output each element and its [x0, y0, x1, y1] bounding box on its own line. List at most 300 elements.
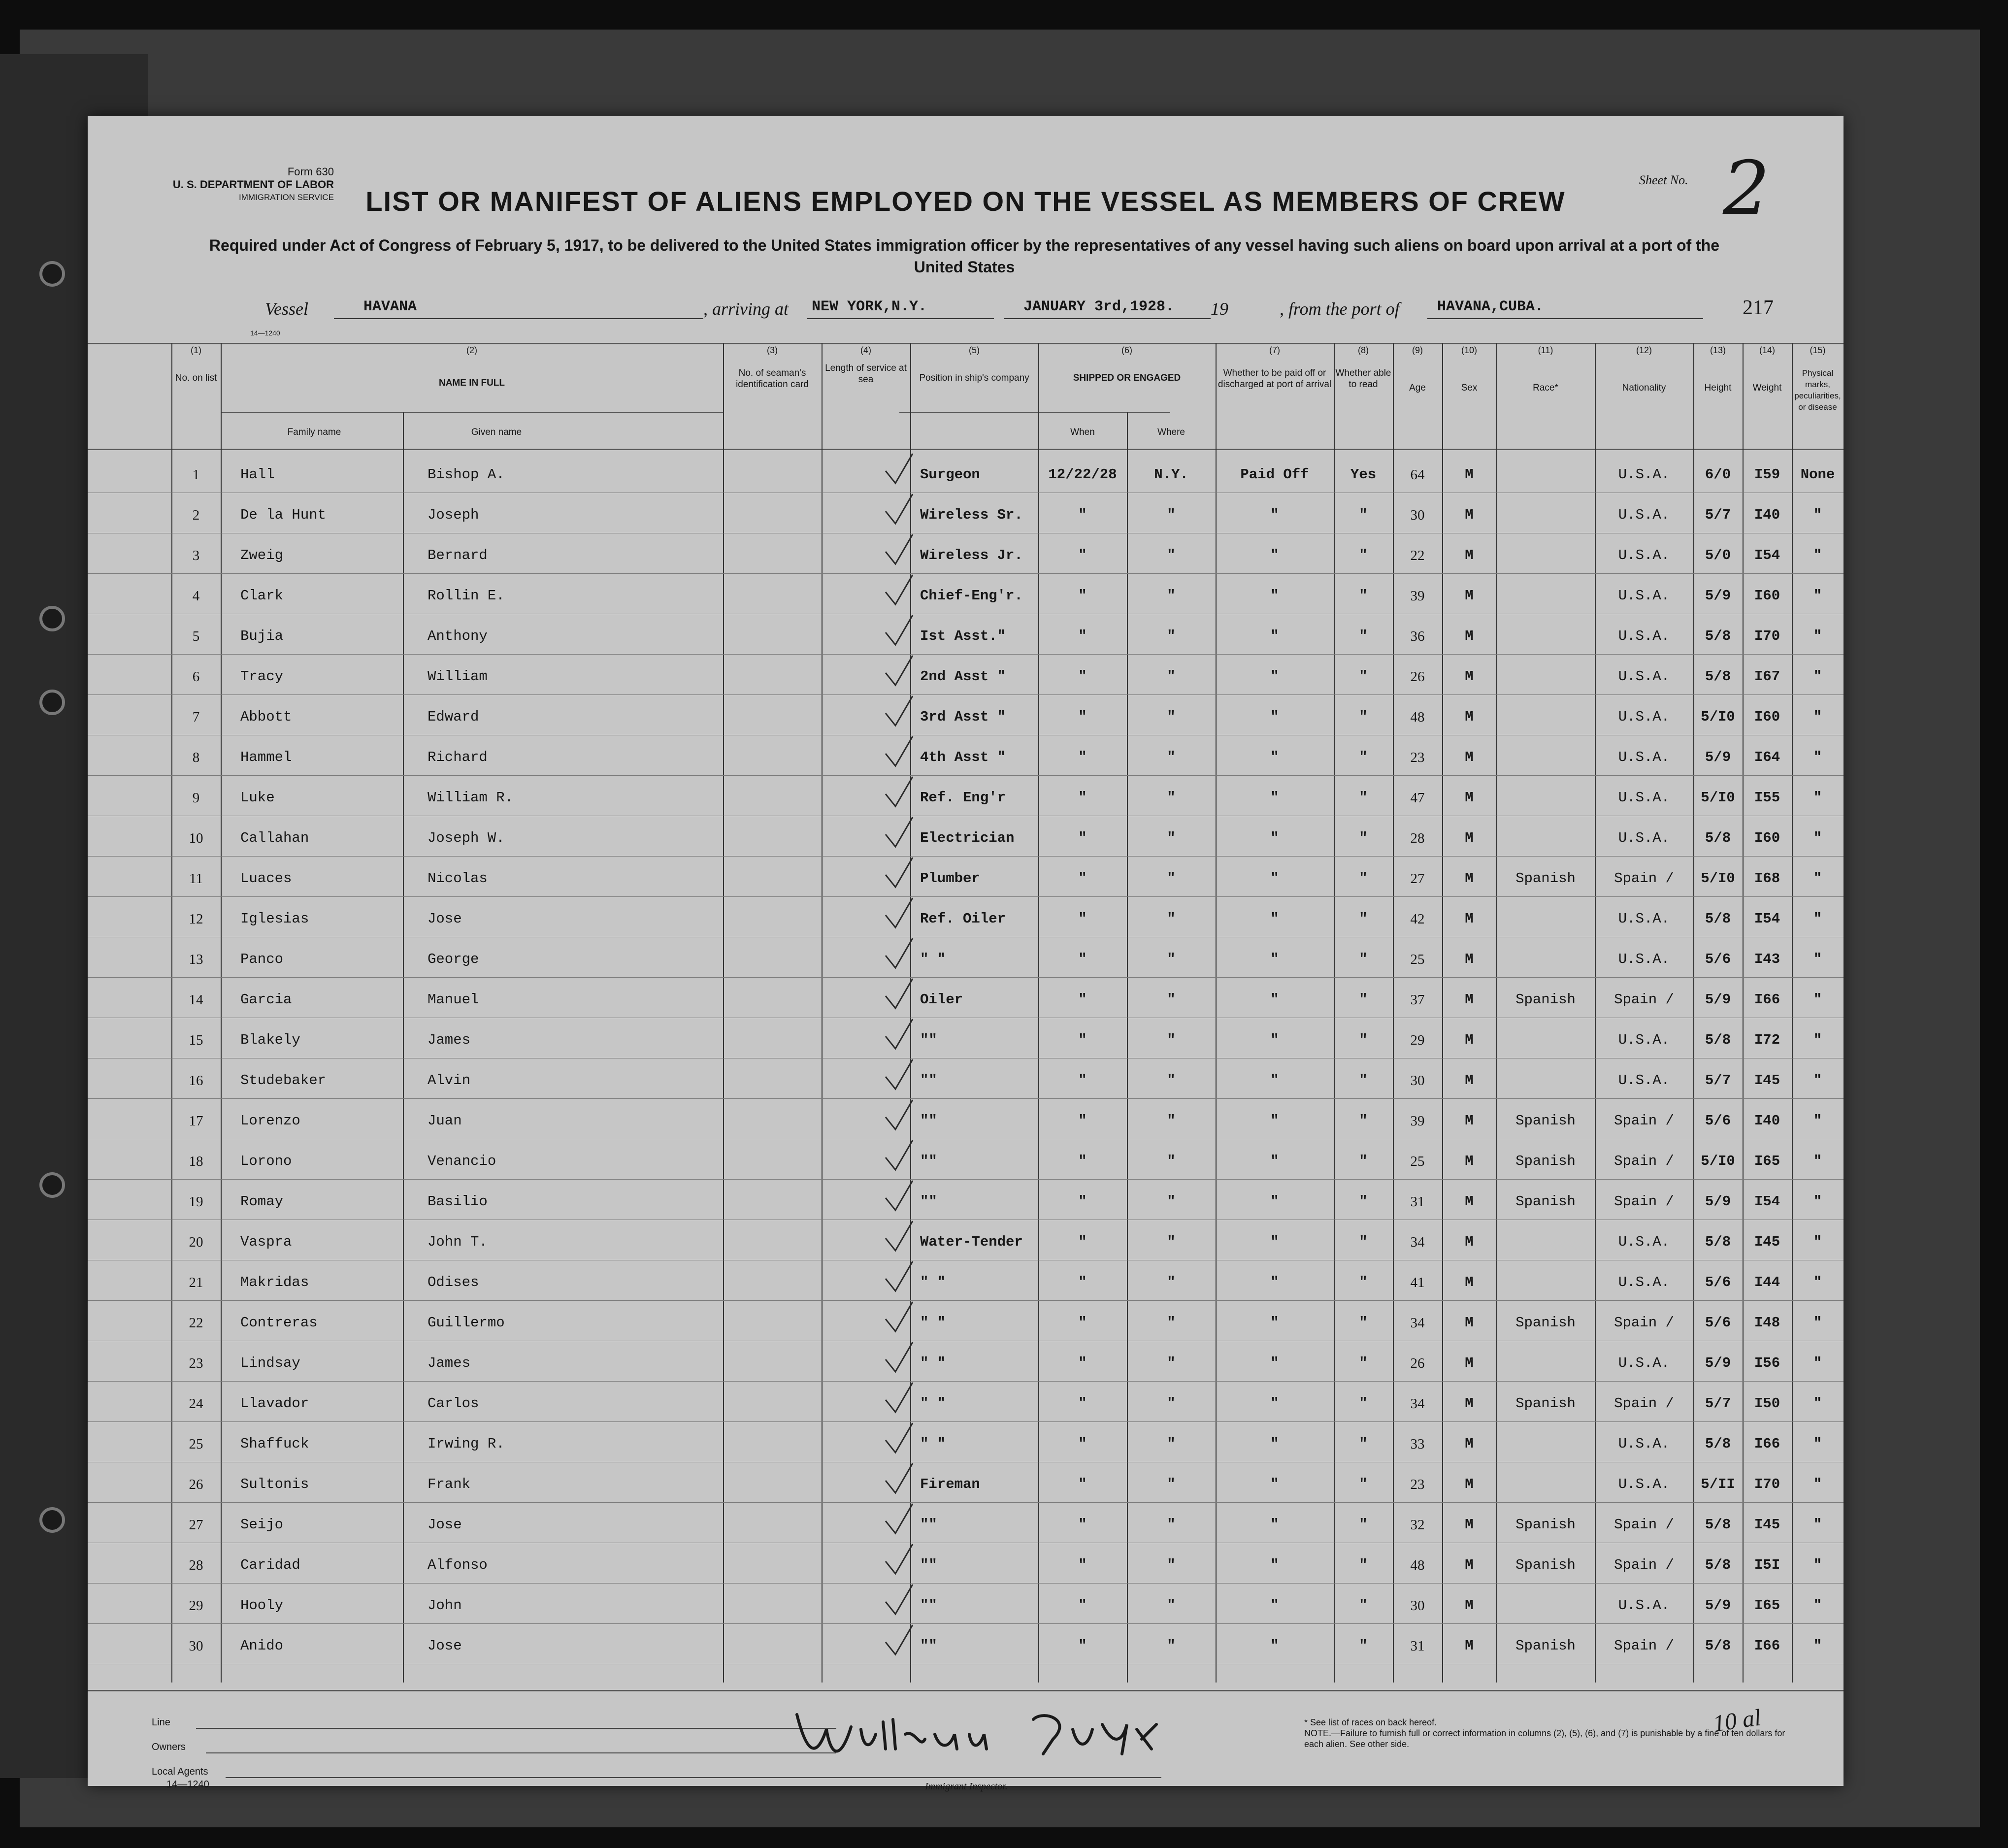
cell-when: "	[1078, 749, 1087, 765]
cell-no: 8	[192, 750, 200, 765]
cell-nationality: Spain /	[1614, 870, 1674, 887]
cell-where: "	[1167, 588, 1176, 604]
cell-given: Bishop A.	[428, 466, 505, 483]
cell-sex: M	[1465, 870, 1474, 887]
cell-family: Abbott	[240, 709, 292, 725]
cell-when: "	[1078, 1476, 1087, 1492]
cell-read: "	[1359, 951, 1368, 967]
cell-when: "	[1078, 507, 1087, 523]
cell-paid: "	[1270, 991, 1279, 1008]
colnum-8: (8)	[1358, 345, 1369, 355]
row-rule	[88, 1098, 1843, 1099]
cell-age: 31	[1410, 1194, 1425, 1210]
cell-paid: Paid Off	[1240, 466, 1309, 483]
cell-family: Anido	[240, 1638, 284, 1654]
cell-sex: M	[1465, 1638, 1474, 1654]
cell-read: Yes	[1350, 466, 1377, 483]
cell-where: "	[1167, 547, 1176, 563]
cell-sex: M	[1465, 547, 1474, 563]
cell-when: "	[1078, 668, 1087, 685]
cell-no: 17	[189, 1113, 203, 1129]
check-mark-icon	[883, 1582, 918, 1617]
cell-nationality: Spain /	[1614, 1315, 1674, 1331]
cell-paid: "	[1270, 1032, 1279, 1048]
cell-paid: "	[1270, 628, 1279, 644]
check-mark-icon	[883, 1138, 918, 1172]
cell-paid: "	[1270, 709, 1279, 725]
cell-marks: "	[1813, 1355, 1822, 1371]
cell-sex: M	[1465, 1355, 1474, 1371]
cell-marks: "	[1813, 749, 1822, 765]
cell-nationality: U.S.A.	[1618, 790, 1670, 806]
cell-paid: "	[1270, 1597, 1279, 1614]
row-rule	[88, 1179, 1843, 1180]
cell-height: 5/9	[1705, 1193, 1731, 1210]
check-mark-icon	[883, 1622, 918, 1657]
cell-where: "	[1167, 1113, 1176, 1129]
row-rule	[88, 694, 1843, 695]
cell-weight: I66	[1754, 1638, 1780, 1654]
cell-position: Ref. Oiler	[920, 911, 1006, 927]
owners-label: Owners	[152, 1742, 186, 1752]
row-rule	[88, 977, 1843, 978]
cell-paid: "	[1270, 1113, 1279, 1129]
cell-when: "	[1078, 1638, 1087, 1654]
cell-when: "	[1078, 991, 1087, 1008]
cell-no: 24	[189, 1396, 203, 1412]
cell-when: "	[1078, 1355, 1087, 1371]
row-rule	[88, 1583, 1843, 1584]
cell-sex: M	[1465, 1395, 1474, 1412]
cell-nationality: U.S.A.	[1618, 1072, 1670, 1089]
check-mark-icon	[883, 1420, 918, 1455]
cell-height: 5/8	[1705, 1436, 1731, 1452]
cell-weight: I44	[1754, 1274, 1780, 1290]
cell-no: 10	[189, 830, 203, 846]
cell-position: " "	[920, 1315, 946, 1331]
cell-family: Luke	[240, 790, 275, 806]
cell-paid: "	[1270, 1557, 1279, 1573]
check-mark-icon	[883, 815, 918, 849]
colnum-4: (4)	[860, 345, 871, 355]
cell-read: "	[1359, 668, 1368, 685]
cell-nationality: U.S.A.	[1618, 1355, 1670, 1371]
cell-sex: M	[1465, 1274, 1474, 1290]
cell-race: Spanish	[1515, 991, 1576, 1008]
cell-height: 6/0	[1705, 466, 1731, 483]
cell-age: 26	[1410, 669, 1425, 685]
hdr-physical: Physical marks, peculiarities, or disease	[1794, 368, 1841, 412]
cell-height: 5/0	[1705, 547, 1731, 563]
hdr-shipped: SHIPPED OR ENGAGED	[1073, 373, 1181, 383]
cell-sex: M	[1465, 790, 1474, 806]
cell-age: 34	[1410, 1396, 1425, 1412]
cell-age: 36	[1410, 628, 1425, 644]
check-mark-icon	[883, 855, 918, 890]
hdr-length-service: Length of service at sea	[825, 363, 907, 385]
cell-sex: M	[1465, 1597, 1474, 1614]
check-mark-icon	[883, 774, 918, 809]
cell-sex: M	[1465, 507, 1474, 523]
hdr-when: When	[1070, 427, 1095, 437]
cell-given: Nicolas	[428, 870, 488, 887]
cell-marks: "	[1813, 1315, 1822, 1331]
cell-weight: I40	[1754, 507, 1780, 523]
cell-given: Alvin	[428, 1072, 471, 1089]
hdr-height: Height	[1704, 383, 1732, 393]
cell-position: Wireless Jr.	[920, 547, 1023, 563]
hdr-paid-off: Whether to be paid off or discharged at port of arrival	[1218, 368, 1332, 390]
cell-read: "	[1359, 870, 1368, 887]
cell-age: 22	[1410, 548, 1425, 563]
cell-family: Luaces	[240, 870, 292, 887]
colnum-3: (3)	[767, 345, 778, 355]
cell-family: Clark	[240, 588, 284, 604]
cell-given: Carlos	[428, 1395, 479, 1412]
cell-read: "	[1359, 830, 1368, 846]
check-mark-icon	[883, 613, 918, 647]
cell-age: 48	[1410, 1557, 1425, 1573]
cell-position: Ref. Eng'r	[920, 790, 1006, 806]
column-rule	[822, 343, 823, 1683]
cell-age: 42	[1410, 911, 1425, 927]
column-rule	[221, 343, 222, 1683]
cell-nationality: U.S.A.	[1618, 749, 1670, 765]
cell-position: 4th Asst "	[920, 749, 1006, 765]
cell-weight: I65	[1754, 1153, 1780, 1169]
colnum-7: (7)	[1269, 345, 1280, 355]
hdr-family-name: Family name	[287, 427, 341, 437]
cell-no: 25	[189, 1436, 203, 1452]
cell-nationality: U.S.A.	[1618, 547, 1670, 563]
cell-where: "	[1167, 1315, 1176, 1331]
cell-no: 30	[189, 1638, 203, 1654]
binder-hole	[39, 261, 65, 287]
cell-read: "	[1359, 1274, 1368, 1290]
cell-no: 19	[189, 1194, 203, 1210]
cell-given: John T.	[428, 1234, 488, 1250]
cell-position: Fireman	[920, 1476, 980, 1492]
cell-when: "	[1078, 1113, 1087, 1129]
cell-weight: I45	[1754, 1234, 1780, 1250]
cell-where: N.Y.	[1154, 466, 1188, 483]
cell-given: Bernard	[428, 547, 488, 563]
cell-marks: "	[1813, 1274, 1822, 1290]
colnum-5: (5)	[969, 345, 980, 355]
cell-no: 22	[189, 1315, 203, 1331]
cell-family: Llavador	[240, 1395, 309, 1412]
cell-nationality: U.S.A.	[1618, 1274, 1670, 1290]
check-mark-icon	[883, 1057, 918, 1091]
cell-nationality: U.S.A.	[1618, 1476, 1670, 1492]
name-subheader-rule	[221, 412, 723, 413]
from-label: , from the port of	[1280, 299, 1400, 319]
cell-family: Hall	[240, 466, 275, 483]
hdr-able-read: Whether able to read	[1335, 368, 1391, 390]
cell-given: Venancio	[428, 1153, 496, 1169]
note-penalty: NOTE.—Failure to furnish full or correct information in columns (2), (5), (6), and (7) is punishable by a fine of ten dollars for each alien. See other side.	[1304, 1728, 1785, 1749]
cell-read: "	[1359, 1113, 1368, 1129]
inspector-label: Immigrant Inspector.	[925, 1781, 1008, 1792]
cell-marks: "	[1813, 870, 1822, 887]
cell-where: "	[1167, 709, 1176, 725]
cell-height: 5/9	[1705, 991, 1731, 1008]
cell-age: 25	[1410, 952, 1425, 967]
footer-top-rule	[88, 1690, 1843, 1691]
cell-given: Jose	[428, 1517, 462, 1533]
binder-hole	[39, 690, 65, 715]
cell-sex: M	[1465, 1153, 1474, 1169]
cell-weight: I60	[1754, 588, 1780, 604]
cell-position: Ist Asst."	[920, 628, 1006, 644]
cell-paid: "	[1270, 1234, 1279, 1250]
cell-when: "	[1078, 1032, 1087, 1048]
cell-no: 9	[192, 790, 200, 806]
cell-given: Anthony	[428, 628, 488, 644]
cell-position: Electrician	[920, 830, 1015, 846]
colnum-9: (9)	[1412, 345, 1423, 355]
footer-notes	[1304, 1717, 1787, 1749]
cell-marks: "	[1813, 1517, 1822, 1533]
cell-read: "	[1359, 1234, 1368, 1250]
cell-when: "	[1078, 709, 1087, 725]
cell-sex: M	[1465, 1557, 1474, 1573]
cell-sex: M	[1465, 466, 1474, 483]
hdr-race: Race*	[1533, 383, 1558, 393]
cell-nationality: U.S.A.	[1618, 1234, 1670, 1250]
cell-no: 20	[189, 1234, 203, 1250]
cell-read: "	[1359, 1597, 1368, 1614]
cell-nationality: U.S.A.	[1618, 709, 1670, 725]
cell-given: Guillermo	[428, 1315, 505, 1331]
cell-given: George	[428, 951, 479, 967]
cell-age: 34	[1410, 1315, 1425, 1331]
row-rule	[88, 1300, 1843, 1301]
cell-weight: I70	[1754, 628, 1780, 644]
cell-where: "	[1167, 991, 1176, 1008]
cell-when: "	[1078, 870, 1087, 887]
cell-where: "	[1167, 1597, 1176, 1614]
cell-position: Water-Tender	[920, 1234, 1023, 1250]
cell-family: Makridas	[240, 1274, 309, 1290]
check-mark-icon	[883, 1097, 918, 1132]
cell-age: 30	[1410, 1598, 1425, 1614]
row-rule	[88, 1502, 1843, 1503]
check-mark-icon	[883, 693, 918, 728]
cell-age: 32	[1410, 1517, 1425, 1533]
cell-read: "	[1359, 1517, 1368, 1533]
row-rule	[88, 573, 1843, 574]
cell-given: James	[428, 1032, 471, 1048]
cell-nationality: U.S.A.	[1618, 507, 1670, 523]
cell-read: "	[1359, 1032, 1368, 1048]
cell-where: "	[1167, 951, 1176, 967]
cell-no: 2	[192, 507, 200, 523]
cell-family: Vaspra	[240, 1234, 292, 1250]
cell-height: 5/9	[1705, 749, 1731, 765]
form-code-top: 14—1240	[250, 329, 280, 337]
cell-marks: "	[1813, 1476, 1822, 1492]
colnum-15: (15)	[1810, 345, 1826, 355]
cell-paid: "	[1270, 1476, 1279, 1492]
row-rule	[88, 775, 1843, 776]
cell-height: 5/8	[1705, 1234, 1731, 1250]
cell-where: "	[1167, 1032, 1176, 1048]
cell-paid: "	[1270, 1072, 1279, 1089]
cell-position: ""	[920, 1193, 937, 1210]
cell-age: 29	[1410, 1032, 1425, 1048]
cell-marks: "	[1813, 709, 1822, 725]
sheet-label: Sheet No.	[1639, 173, 1688, 187]
check-mark-icon	[883, 1380, 918, 1415]
cell-paid: "	[1270, 1193, 1279, 1210]
cell-family: Lorenzo	[240, 1113, 300, 1129]
cell-position: Oiler	[920, 991, 963, 1008]
cell-weight: I45	[1754, 1072, 1780, 1089]
hdr-name-in-full: NAME IN FULL	[438, 378, 505, 388]
cell-no: 26	[189, 1477, 203, 1492]
cell-nationality: U.S.A.	[1618, 466, 1670, 483]
cell-weight: I68	[1754, 870, 1780, 887]
cell-where: "	[1167, 1638, 1176, 1654]
cell-nationality: U.S.A.	[1618, 1436, 1670, 1452]
cell-given: William R.	[428, 790, 514, 806]
cell-given: Joseph W.	[428, 830, 505, 846]
cell-race: Spanish	[1515, 1638, 1576, 1654]
cell-weight: I54	[1754, 1193, 1780, 1210]
check-mark-icon	[883, 734, 918, 768]
cell-sex: M	[1465, 911, 1474, 927]
cell-marks: "	[1813, 830, 1822, 846]
cell-when: "	[1078, 1395, 1087, 1412]
cell-weight: I55	[1754, 790, 1780, 806]
cell-height: 5/8	[1705, 911, 1731, 927]
cell-position: ""	[920, 1557, 937, 1573]
cell-height: 5/7	[1705, 1395, 1731, 1412]
cell-sex: M	[1465, 1315, 1474, 1331]
cell-weight: I43	[1754, 951, 1780, 967]
agents-label: Local Agents	[152, 1766, 208, 1777]
cell-sex: M	[1465, 1517, 1474, 1533]
cell-height: 5/8	[1705, 1557, 1731, 1573]
cell-read: "	[1359, 991, 1368, 1008]
cell-weight: I72	[1754, 1032, 1780, 1048]
cell-position: ""	[920, 1153, 937, 1169]
cell-nationality: U.S.A.	[1618, 1032, 1670, 1048]
cell-paid: "	[1270, 1315, 1279, 1331]
cell-when: "	[1078, 628, 1087, 644]
cell-given: Richard	[428, 749, 488, 765]
cell-sex: M	[1465, 991, 1474, 1008]
check-mark-icon	[883, 532, 918, 566]
cell-where: "	[1167, 1517, 1176, 1533]
cell-family: Tracy	[240, 668, 284, 685]
cell-given: William	[428, 668, 488, 685]
cell-no: 23	[189, 1355, 203, 1371]
cell-when: "	[1078, 1517, 1087, 1533]
cell-paid: "	[1270, 1395, 1279, 1412]
row-rule	[88, 896, 1843, 897]
cell-when: "	[1078, 547, 1087, 563]
cell-nationality: U.S.A.	[1618, 1597, 1670, 1614]
header-bottom-rule	[88, 449, 1843, 450]
cell-given: Odises	[428, 1274, 479, 1290]
cell-sex: M	[1465, 668, 1474, 685]
crew-table	[88, 343, 1843, 1771]
cell-nationality: Spain /	[1614, 1395, 1674, 1412]
cell-weight: I65	[1754, 1597, 1780, 1614]
cell-height: 5/9	[1705, 588, 1731, 604]
hdr-seaman-id: No. of seaman's identification card	[736, 368, 809, 390]
cell-height: 5/8	[1705, 628, 1731, 644]
cell-race: Spanish	[1515, 1153, 1576, 1169]
cell-where: "	[1167, 870, 1176, 887]
cell-no: 14	[189, 992, 203, 1008]
cell-given: Irwing R.	[428, 1436, 505, 1452]
cell-position: 2nd Asst "	[920, 668, 1006, 685]
cell-age: 26	[1410, 1355, 1425, 1371]
check-mark-icon	[883, 572, 918, 607]
cell-age: 39	[1410, 588, 1425, 604]
cell-no: 27	[189, 1517, 203, 1533]
cell-age: 39	[1410, 1113, 1425, 1129]
cell-family: Hooly	[240, 1597, 284, 1614]
cell-race: Spanish	[1515, 1193, 1576, 1210]
colnum-13: (13)	[1710, 345, 1726, 355]
cell-height: 5/I0	[1701, 870, 1735, 887]
cell-age: 48	[1410, 709, 1425, 725]
check-mark-icon	[883, 1017, 918, 1051]
column-rule	[723, 343, 724, 1683]
cell-read: "	[1359, 1395, 1368, 1412]
hdr-nationality: Nationality	[1622, 383, 1666, 393]
cell-race: Spanish	[1515, 1517, 1576, 1533]
cell-weight: I45	[1754, 1517, 1780, 1533]
hdr-weight: Weight	[1752, 383, 1782, 393]
cell-sex: M	[1465, 1113, 1474, 1129]
cell-weight: I67	[1754, 668, 1780, 685]
cell-weight: I66	[1754, 991, 1780, 1008]
cell-family: Callahan	[240, 830, 309, 846]
table-top-rule	[88, 343, 1843, 344]
cell-where: "	[1167, 1153, 1176, 1169]
cell-sex: M	[1465, 830, 1474, 846]
cell-read: "	[1359, 588, 1368, 604]
check-mark-icon	[883, 1299, 918, 1334]
from-blank	[1427, 318, 1703, 319]
colnum-6: (6)	[1121, 345, 1132, 355]
cell-when: "	[1078, 1315, 1087, 1331]
column-rule	[1496, 343, 1497, 1683]
cell-age: 27	[1410, 871, 1425, 887]
cell-position: ""	[920, 1032, 937, 1048]
cell-race: Spanish	[1515, 1557, 1576, 1573]
cell-read: "	[1359, 1072, 1368, 1089]
cell-position: " "	[920, 1436, 946, 1452]
cell-read: "	[1359, 1193, 1368, 1210]
cell-height: 5/7	[1705, 1072, 1731, 1089]
cell-age: 47	[1410, 790, 1425, 806]
cell-no: 29	[189, 1598, 203, 1614]
cell-weight: I60	[1754, 709, 1780, 725]
cell-when: "	[1078, 1597, 1087, 1614]
arrival-date: JANUARY 3rd,1928.	[1023, 298, 1175, 315]
colnum-14: (14)	[1759, 345, 1775, 355]
cell-when: "	[1078, 1436, 1087, 1452]
arriving-label: , arriving at	[703, 299, 789, 319]
cell-where: "	[1167, 830, 1176, 846]
cell-position: ""	[920, 1597, 937, 1614]
